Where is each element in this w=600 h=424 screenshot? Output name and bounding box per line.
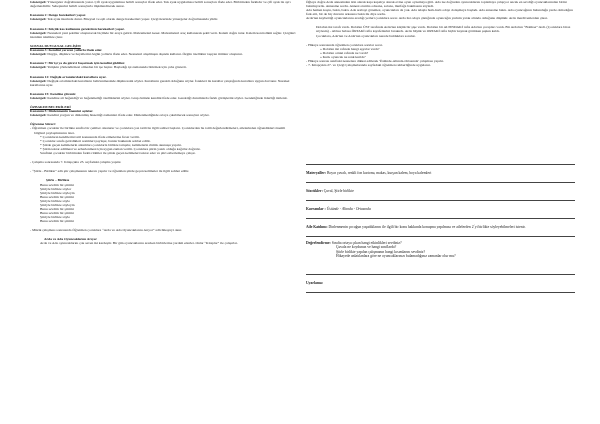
section-heading: SOSYAL DUYGUSAL GELİŞİM [30, 43, 81, 48]
ogrenme-sureci: Öğrenme Süreci: - Öğretmen çocuklar ile birlikte sınıfta bir çember olusturur ve çocuklara yaz tatili ile ilgili sohbet başlatır. Çocuklardan bu tatili değerlendirmeleri, ailelerinden öğrendikleri önemli bilgileri paylaşmalarını ister. * Çocukların kendilerini tatil konusunda ifade etmelerine fırsat verilir. * Çocuklar sınıfa getirdikleri resimleri paylaşır, bunlar hakkında sohbet edilir. * Şiirde geçen kelimelerin anlamları çocuklarla birlikte tartışılır, kelimelerin ritmik okunuşu yapılır. * Şiirin tekrar edilmesi ve ezberlenmesi için uygun zaman verilir. Çocuklara şiirin yazılı olduğu kağıtlar dağıtılır. Sınıftaki çocuklar birbirinden farklı ritimler ile şiirde geçen kelimeleri tekrar eder ve şiiri ezberlemeye çalışır. [30, 122, 297, 154]
poem-line: Bunu sevdim bir şiirimi [40, 182, 74, 187]
divider [306, 292, 575, 293]
story-paragraph: Çocuklara, Ada'nın ve Arda'nın oyuncakları nerede buldukları sorulur. [316, 33, 416, 38]
sozcukler-row: Sözcükler: Çuval, Şiirle birlikte [306, 189, 354, 193]
aile-row: Aile Katılımı: Dinlenmenin çocuğun yaşadıklarını ile ilgili bir konu hakkında konuşma yapılması ve ailelerden 2´yi birlikte söyleyebilmeleri istenir. [306, 225, 526, 229]
kazanim-7: Kazanım 7: Bir işi ya da görevi başarmak için kendini güdüler. Gösterge6: Yetişkin yönlendirmesi olmadan bir işe başlar. Başladığı işi zamanında bitirmek için çaba gösterir. [30, 61, 187, 70]
list-item: * Şiirin tekrar edilmesi ve ezberlenmesi için uygun zaman verilir. Çocuklara şiirin yazılı olduğu kağıtlar dağıtılır. [40, 146, 201, 151]
poem-line: Bunu sevdim bir şiirimi [40, 194, 74, 199]
list-item: - Hikaye sonrası sınıftaki nesnelere dikkat edilerek 'Üstünde-Altında-Ortasında' çalışması yapılır. [306, 58, 444, 63]
question-item: Şiirle birlikte yapılan çalışmanın hangi kısımlarını sevdiniz? [336, 249, 426, 254]
divider [306, 182, 575, 183]
question-item: » Dolabın ortaki rafında ne vardı? [320, 50, 369, 55]
poem [30, 178, 297, 223]
story [30, 237, 297, 245]
divider [306, 164, 575, 165]
uyarlama-row: Uyarlama: [306, 281, 323, 285]
story-paragraph: Ada hemen koştu, baktı, baktı. Ada arabayı göremez, oyuncakları da yok. Ada telaşla hızlı-hızlı odayı dolaşmaya başladı. Ada annesine baktı. Ada oyuncağının bulunduğu yerde olmadığını fark etti, bir de hiç duvarın arkasına baktı mı diye sordu. [306, 8, 574, 17]
left-column [30, 0, 297, 251]
question-item: Sınıfta ortaya çıkan hangi etkinlikleri sevdiniz? [331, 241, 402, 245]
list-item: * Çocuklar sınıfa getirdikleri resimleri paylaşır, bunlar hakkında sohbet edilir. [40, 138, 151, 143]
question-item: Hikayede anlatılanlara göre ne oyuncaklarınızı bulamadığınız zamanlar olur mu? [336, 253, 456, 258]
divider [306, 236, 575, 237]
kazanim-4: Kazanım 4: Küçük kas kullanımı gerektiren hareketleri yapar. Gösterge6: Nesneleri yeni şekiller oluşturacak biçimde bir araya getirir. Malzemeleri keser. Malzemeleri araç kullanarak şekil verir. Kalem doğru tutar. Kalem kontrolünü sağlar. Çizgileri istenilen nitelikte çizer. [30, 26, 296, 39]
poem-title: Şiirle – Birlikte [46, 178, 70, 183]
story-text: Arda ve Ada oyuncaklarını çok seven iki kardeştir. Bir gün oyuncaklarını ararken birbirlerine yardım ederler. Onlar “Kitaplar” ile çalışırlar. [40, 241, 238, 246]
question-item: Çuvala ne koydunuz ve hangi sınıflarda? [336, 245, 397, 250]
right-column [306, 0, 577, 67]
list-item: Sınıftaki çocuklar birbirinden farklı ritimler ile şiirde geçen kelimeleri tekrar eder ve şiiri ezberlemeye çalışır. [40, 150, 196, 155]
story-paragraph: Dolabın üst tarafı vardı. Dolabın ÜST tarafında Arda'nın küçük bir şişe vardı. Dolabın bir ALTINDAKİ rafta Ada'nın çorapları vardı. Bir Arda'nın “Bohhaa” dedi. (Çocuklara biraz söylesin) - Ablası babası ÖRTAKİ rafta kıyafetlerini bırakırdı. Arda büyük ve ORTAKİ rafta hiçbir kaynak görürken şaşkın kaldı. [316, 25, 571, 34]
list-item: - Çalışma sonrasında 7. Kitapçıkta 23. sayfadaki çalışma yapılır. [30, 160, 122, 164]
poem-lines [40, 183, 297, 223]
list-item: * Şiirde geçen kelimelerin anlamları çocuklarla birlikte tartışılır, kelimelerin ritmik okunuşu yapılır. [40, 142, 182, 147]
ozbakim-section: ÖZBAKIM BECERİLERİ Kazanım 5: Dinlenmenin önemini açıklar. Gösterge6: Kendini yorgun ve dinlenmiş hissettiği zamanları ifade eder. Dinlenmediğinde ortaya çıkabilecek sonuçları söyler. [30, 105, 210, 118]
divider [306, 274, 575, 275]
list-item: - 7. Kitapçıkta 27. ve Çizgi Çalışmalarında sayfadaki öğretmen rehberliğinde uygulanır. [306, 62, 431, 67]
story-paragraph: Öğleye doğru Arda annesinden izin alarak kapı kapalıyı alarak evine oyun oynamaya gitti. Ada ise doğrudan oyuncaklarını toplamaya çalışıyor ancak en sevdiği oyuncaklarından birini bulamıyordu. Annesine sordu. Annesi oturma odasına, salona, mutfağa bakmasını söyledi. [306, 0, 567, 9]
list-item: - Hikaye sonrasında öğretmen çocuklara sorular sorar. [306, 42, 383, 47]
degerlendirme-items [306, 241, 575, 258]
poem-line: Şiiriyle birlikte söyleyin [40, 202, 75, 207]
divider [306, 218, 575, 219]
story-title: Arda ve Ada Oyuncaklarını Arıyor [44, 237, 98, 242]
poem-line: Bunu sevdim bir şiirimi [40, 210, 74, 215]
poem-line: Şiiriyle birlikte söyleyin [40, 190, 75, 195]
list-item: - Öğretmen çocuklar ile birlikte sınıfta bir çember olusturur ve çocuklara yaz tatili ile ilgili sohbet başlatır. Çocuklardan bu tatili değerlendirmeleri, ailelerinden öğrendikleri önemli bilgileri paylaşmalarını ister. [30, 126, 286, 135]
poem-line: Şiiriyle birlikte söyler [40, 186, 72, 191]
degerlendirme-row: Değerlendirme: Sınıfta ortaya çıkan hangi etkinlikleri sevdiniz? Çuvala ne koydunuz ve hangi sınıflarda? Şiirle birlikte yapılan çalışmanın hangi kısımlarını sevdiniz? Hikayede anlatılanlara göre ne oyuncaklarınızı bulamadığınız zamanlar olur mu? [306, 241, 575, 258]
list-item: - Müzik çalışması sonrasında Öğretmen çocuklara “Arda ve Ada Oyuncaklarını Arıyor” adlı hikayeyi okur. [30, 228, 182, 233]
section-heading: ÖZBAKIM BECERİLERİ [30, 105, 71, 110]
poem-line: Şiiriyle birlikte söyle [40, 214, 70, 219]
materyaller-row: Materyaller: Boyar çuvalı, renkli fon kartonu, makas, kurşun kalem, boya kalemleri [306, 171, 432, 175]
question-item: » Kırık oyuncak ne renk kırıldı? [320, 54, 366, 59]
divider [306, 200, 575, 201]
sosyal-section: SOSYAL DUYGUSAL GELİŞİM Kazanım 3: Kendini yaratıcı yollarla ifade eder. Gösterge6: Duygu, düşünce ve hayallerini özgün yollarla ifade eder. Nesneleri alışılmışın dışında kullanır. Özgün özellikler taşıyan ürünler oluşturur. [30, 43, 243, 56]
kazanim-2: Kazanım 2: Denge hareketleri yapar. Gösterge6: Tek ayak üzerinde durur. Bireysel ve eşli olarak denge hareketleri yapar. Çizgi üzerinde yönergeler doğrultusunda yürür. [30, 13, 219, 22]
poem-line: Bunu sevdim bir şiirimi [40, 218, 74, 223]
kazanim-15: Kazanım 15: Kendine güvenir. Gösterge6: Kendine ait beğendiği ve beğenmediği özelliklerini söyler. Grup önünde kendini ifade eder. Gerektiği durumlarda farklı görüşlerini söyler. Gerektiğinde liderliği üstlenir. [30, 91, 288, 100]
list-item: * Çocukların kendilerini tatil konusunda ifade etmelerine fırsat verilir. [40, 134, 140, 139]
list-item: - “Şiirle - Birlikte” adlı şiir çalışmasının tekrarı yapılır ve öğrenilen şiirde geçen kelimeler ile ilgili sohbet edilir. [30, 169, 190, 174]
question-item: » Dolabın üst rafında hangi eşyalar vardı? [320, 46, 380, 51]
poem-line: Bunu sevdim bir şiirimi [40, 206, 74, 211]
paragraph-gosterge: Gösterge6: Yönergeler doğrultusunda yazar. Çift ayak uygulaması belirli sonuçlar ifade eder. Tek ayak uygulaması belirli sonuçları ifade eder. Birbirinden farklıdır ve çift ayak ile ayrı değerlendirilir. Sebeplerini belirli sonuçlarla ilişkilendirerek sunar. [30, 0, 291, 9]
story-paragraph: Arda'nın kaybettiği oyuncaklarını aradığı yerleri çocuklara sorar. Arda üst odaya çıktığında oyuncağın yerinin yatak altında olduğunu düşünür. Arda merdivenlerden çıkar. [306, 16, 548, 21]
kavramlar-row: Kavramlar : Üstünde - Altında - Ortasında [306, 207, 371, 211]
kazanim-12: Kazanım 12: Değişik ortamlardaki kurallara uyar. Gösterge6: Değişik ortamlardaki kuralların belirlenmesinde düşüncesini söyler. Kuralların gerekli olduğunu söyler. İstekleri ile kurallar çatıştığında kurallara uygun davranır. Nezaket kurallarına uyar. [30, 74, 290, 87]
poem-line: Şiiriyle birlikte söyle [40, 198, 70, 203]
